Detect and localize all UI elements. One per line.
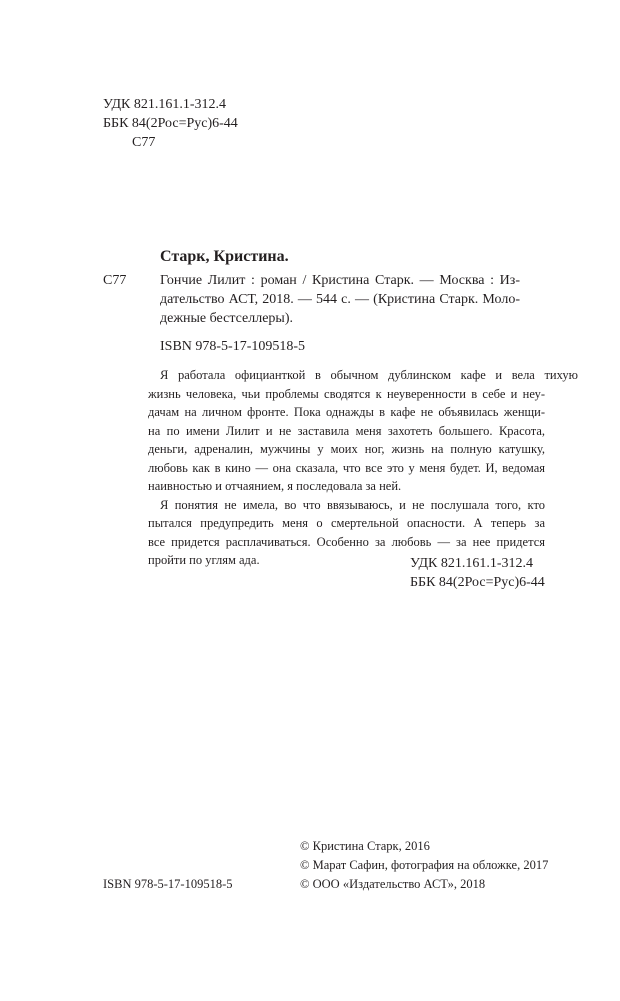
copyright-cover-photo: © Марат Сафин, фотография на обложке, 2017: [300, 858, 549, 872]
bbk-code: ББК 84(2Рос=Рус)6-44: [103, 116, 238, 131]
annotation-line: на по имени Лилит и не заставила меня захотеть большего. Красота,: [148, 423, 545, 438]
record-description: [160, 271, 520, 328]
record-line: Гончие Лилит : роман / Кристина Старк. — Москва : Из-: [160, 273, 520, 288]
annotation-line: пытался предупредить меня о смертельной опасности. А теперь за: [148, 516, 545, 530]
annotation-line: наивностью и отчаянием, я последовала за ней.: [148, 479, 402, 493]
annotation-line: дачам на личном фронте. Пока однажды в кафе не объявилась женщи-: [148, 405, 545, 419]
annotation-line: Я работала официанткой в обычном дублинском кафе и вела тихую: [160, 368, 578, 382]
annotation-line: жизнь человека, чьи проблемы сводятся к неуверенности в себе и неу-: [148, 386, 545, 401]
annotation-line: деньги, адреналин, мужчины у моих ног, жизнь на полную катушку,: [148, 442, 545, 456]
record-line: дательство АСТ, 2018. — 544 с. — (Кристина Старк. Моло-: [160, 292, 520, 307]
annotation-line: Я понятия не имела, во что ввязываюсь, и не послушала того, кто: [160, 497, 545, 512]
record-isbn: ISBN 978-5-17-109518-5: [160, 339, 306, 354]
author-sign: С77: [132, 135, 156, 150]
annotation-line: пройти по углям ада.: [148, 553, 260, 567]
classification-udk: УДК 821.161.1-312.4: [410, 556, 534, 571]
footer-isbn: ISBN 978-5-17-109518-5: [103, 877, 233, 891]
annotation-line: любовь как в кино — она сказала, что все это у меня будет. И, ведомая: [148, 460, 545, 475]
copyright-author: © Кристина Старк, 2016: [300, 839, 430, 853]
copyright-publisher: © ООО «Издательство АСТ», 2018: [300, 877, 486, 891]
udk-code: УДК 821.161.1-312.4: [103, 97, 227, 112]
record-author: Старк, Кристина.: [160, 248, 289, 265]
annotation: [148, 366, 578, 570]
record-author-sign: С77: [103, 273, 127, 288]
classification-bbk: ББК 84(2Рос=Рус)6-44: [410, 575, 545, 590]
annotation-line: все придется расплачиваться. Особенно за любовь — за нее придется: [148, 534, 545, 549]
record-line: дежные бестселлеры).: [160, 311, 293, 326]
